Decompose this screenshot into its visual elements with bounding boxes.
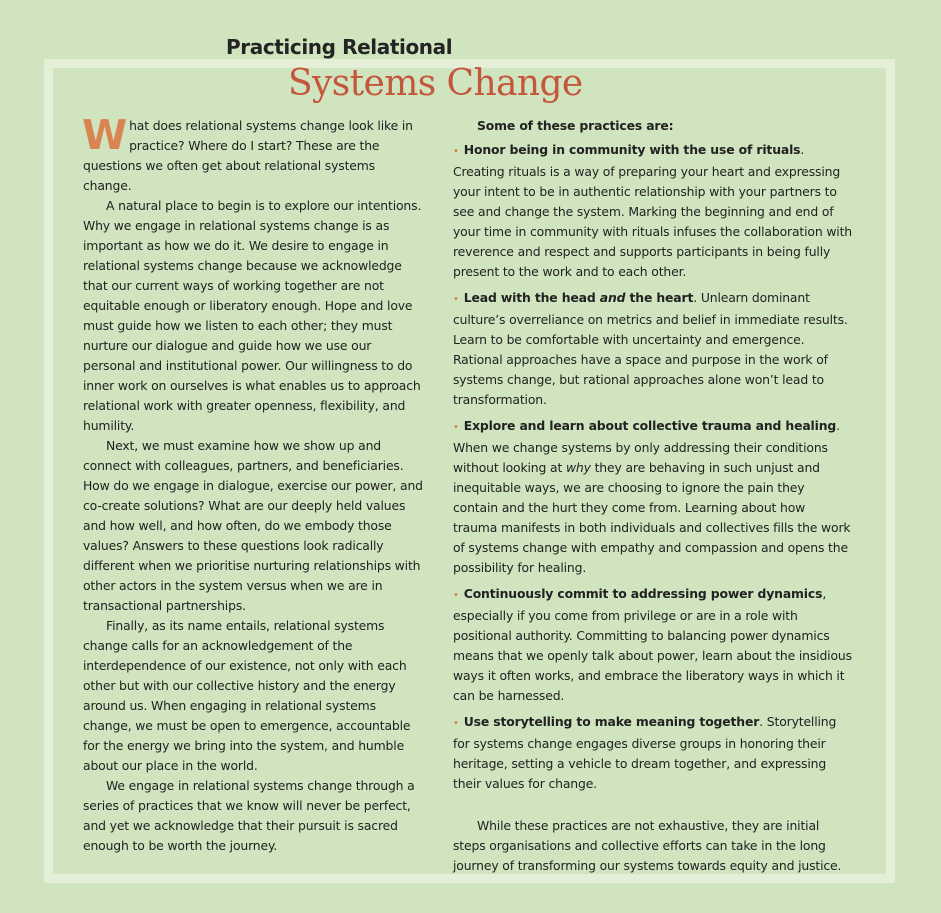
- bullet-icon: •: [453, 146, 459, 157]
- bullet-icon: •: [453, 590, 459, 601]
- practice-text: . Storytelling for systems change engages diverse groups in honoring their heritage, setting a vehicle to dream together, and expressing their values for change.: [453, 714, 837, 791]
- practice-item: [453, 584, 853, 706]
- intro-paragraph: [82, 111, 423, 196]
- closing-paragraph: While these practices are not exhaustive, they are initial steps organisations and collective efforts can take in the long journey of transforming our systems towards equity and justice.: [453, 818, 842, 873]
- bullet-icon: •: [453, 718, 459, 729]
- practice-lead-part: the heart: [625, 290, 694, 305]
- practice-lead: Continuously commit to addressing power dynamics: [463, 586, 823, 601]
- practice-item: [453, 416, 853, 578]
- practice-lead-emphasis: and: [599, 290, 626, 305]
- practices-heading: Some of these practices are:: [477, 118, 674, 133]
- practice-lead: Use storytelling to make meaning together: [463, 714, 760, 729]
- practice-text: . When we change systems by only addressing their conditions without looking at: [453, 418, 840, 475]
- practice-text: , especially if you come from privilege or are in a role with positional authority. Committing to balancing power dynamics means that we openly talk about power, learn about the insidious ways it often works, and embrace the liberatory ways in which it can be harnessed.: [453, 586, 852, 703]
- left-column: [82, 111, 423, 856]
- practice-text: . Creating rituals is a way of preparing your heart and expressing your intent to be in authentic relationship with your partners to see and change the system. Marking the beginning and end of your time in community with rituals infuses the collaboration with reverence and respect and supports participants in being fully present to the work and to each other.: [453, 142, 853, 279]
- practice-lead: Explore and learn about collective trauma and healing: [463, 418, 837, 433]
- practice-lead: Honor being in community with the use of rituals: [463, 142, 801, 157]
- practice-text: . Unlearn dominant culture’s overreliance on metrics and belief in immediate results. Learn to be comfortable with uncertainty and emergence. Rational approaches have a space and purpose in the work of systems change, but rational approaches alone won’t lead to transformation.: [453, 290, 848, 407]
- title-line-1: Practicing Relational: [226, 35, 453, 59]
- bullet-icon: •: [453, 294, 459, 305]
- bullet-icon: •: [453, 422, 459, 433]
- paragraph-practices-intro: We engage in relational systems change through a series of practices that we know will never be perfect, and yet we acknowledge that their pursuit is sacred enough to be worth the journey.: [83, 778, 415, 853]
- practice-item: [453, 288, 853, 410]
- intro-text: hat does relational systems change look like in practice? Where do I start? These are the questions we often get about relational systems change.: [83, 118, 413, 193]
- title-line-2: Systems Change: [288, 63, 583, 104]
- paragraph-intentions: A natural place to begin is to explore our intentions. Why we engage in relational systems change is as important as how we do it. We desire to engage in relational systems change because we acknowledge that our current ways of working together are not equitable enough or liberatory enough. Hope and love must guide how we listen to each other; they must nurture our dialogue and guide how we use our personal and institutional power. Our willingness to do inner work on ourselves is what enables us to approach relational work with greater openness, flexibility, and humility.: [83, 198, 422, 433]
- right-column: [453, 116, 853, 876]
- practice-item: [453, 140, 853, 282]
- practice-text: they are behaving in such unjust and inequitable ways, we are choosing to ignore the pain they contain and the hurt they come from. Learning about how trauma manifests in both individuals and collectives fills the work of systems change with empathy and compassion and opens the possibility for healing.: [453, 460, 851, 575]
- practice-item: [453, 712, 853, 794]
- paragraph-interdependence: Finally, as its name entails, relational systems change calls for an acknowledgement of the interdependence of our existence, not only with each other but with our collective history and the energy around us. When engaging in relational systems change, we must be open to emergence, accountable for the energy we bring into the system, and humble about our place in the world.: [83, 618, 411, 773]
- paragraph-show-up: Next, we must examine how we show up and connect with colleagues, partners, and beneficiaries. How do we engage in dialogue, exercise our power, and co-create solutions? What are our deeply held values and how well, and how often, do we embody those values? Answers to these questions look radically different when we prioritise nurturing relationships with other actors in the system versus when we are in transactional partnerships.: [83, 438, 423, 613]
- practice-lead: [464, 290, 694, 305]
- drop-cap: W: [82, 111, 128, 159]
- practice-text-emphasis: why: [565, 460, 591, 475]
- practice-lead-part: Lead with the head: [463, 290, 600, 305]
